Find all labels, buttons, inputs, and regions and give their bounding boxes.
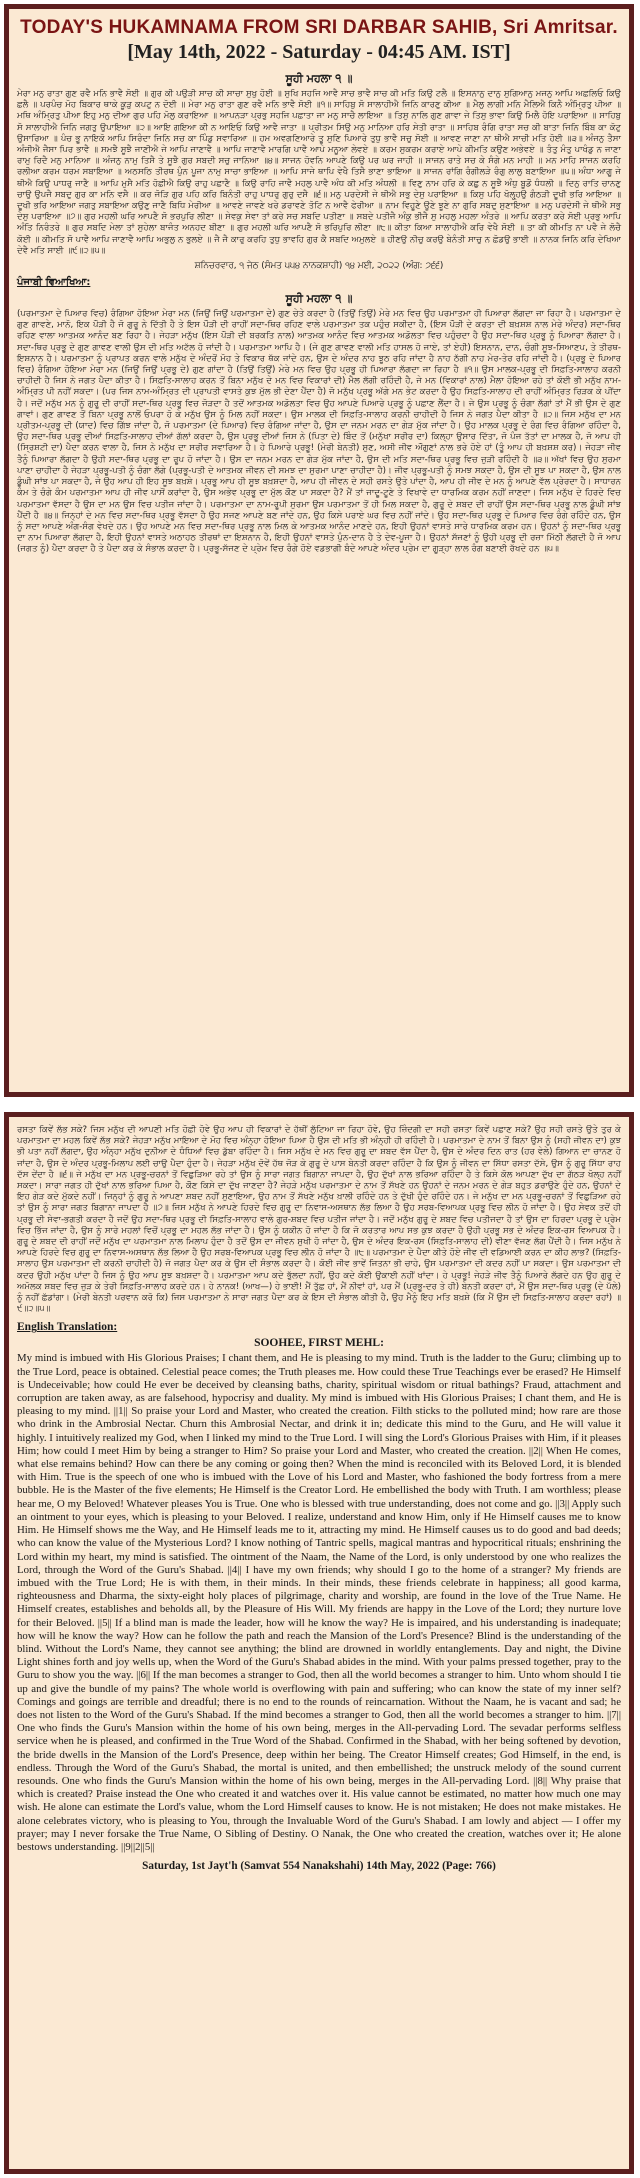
punjabi-date-line: ਸ਼ਨਿਚਰਵਾਰ, ੧ ਜੇਠ (ਸੰਮਤ ੫੫੪ ਨਾਨਕਸ਼ਾਹੀ) ੧੪ ਮਈ, ੨੦੨੨ (ਅੰਗ: ੭੬੬)	[194, 261, 444, 272]
vyakhya-text-part1: (ਪਰਮਾਤਮਾ ਦੇ ਪਿਆਰ ਵਿਚ) ਰੰਗਿਆ ਹੋਇਆ ਮੇਰਾ ਮਨ (ਜਿਉਂ ਜਿਉਂ ਪਰਮਾਤਮਾ ਦੇ) ਗੁਣ ਚੇਤੇ ਕਰਦਾ ਹੈ (ਤਿਉਂ ਤਿਉਂ) ਮੇਰੇ ਮਨ ਵਿਚ ਉਹ ਪਰਮਾਤਮਾ ਹੀ ਪਿਆਰਾ ਲੱਗਦਾ ਜਾ ਰਿਹਾ ਹੈ। ਪਰਮਾਤਮਾ ਦੇ ਗੁਣ ਗਾਵਣੇ, ਮਾਨੋ, ਇਕ ਪੌੜੀ ਹੈ ਜੋ ਗੁਰੂ ਨੇ ਦਿੱਤੀ ਹੈ ਤੇ ਇਸ ਪੌੜੀ ਦੀ ਰਾਹੀਂ ਸਦਾ-ਥਿਰ ਰਹਿਣ ਵਾਲੇ ਪਰਮਾਤਮਾ ਤਕ ਪਹੁੰਚ ਸਕੀਦਾ ਹੈ, (ਇਸ ਪੌੜੀ ਦੇ ਕਰਤਾ ਦੀ ਬਖ਼ਸ਼ਸ਼ ਨਾਲ ਮੇਰੇ ਅੰਦਰ) ਸਦਾ-ਥਿਰ ਰਹਿਣ ਵਾਲਾ ਆਤਮਕ ਆਨੰਦ ਬਣ ਰਿਹਾ ਹੈ। ਜੇਹੜਾ ਮਨੁੱਖ (ਇਸ ਪੌੜੀ ਦੀ ਬਰਕਤਿ ਨਾਲ) ਆਤਮਕ ਆਨੰਦ ਵਿਚ ਆਤਮਕ ਅਡੋਲਤਾ ਵਿਚ ਪਹੁੰਚਦਾ ਹੈ ਉਹ ਸਦਾ-ਥਿਰ ਪ੍ਰਭੂ ਨੂੰ ਪਿਆਰਾ ਲੱਗਦਾ ਹੈ। ਸਦਾ-ਥਿਰ ਪ੍ਰਭੂ ਦੇ ਗੁਣ ਗਾਵਣ ਵਾਲੀ ਉਸ ਦੀ ਮਤਿ ਅਟੱਲ ਹੋ ਜਾਂਦੀ ਹੈ। ਪਰਮਾਤਮਾ ਆਪਿ ਹੈ। (ਜੇ ਗੁਣ ਗਾਵਣ ਵਾਲੀ ਮਤਿ ਹਾਸਲ ਹੋ ਜਾਏ, ਤਾਂ ਏਹੀ) ਇਸਨਾਨ, ਦਾਨ, ਚੰਗੀ ਸੂਝ-ਸਿਆਣਪ, ਤੇ ਤੀਰਥ-ਇਸ਼ਨਾਨ ਹੈ। ਪਰਮਾਤਮਾ ਨੂੰ ਪ੍ਰਾਪਤ ਕਰਨ ਵਾਲੇ ਮਨੁੱਖ ਦੇ ਅੰਦਰੋਂ ਮੋਹ ਤੇ ਵਿਕਾਰ ਥੱਕ ਜਾਂਦੇ ਹਨ, ਉਸ ਦੇ ਅੰਦਰ ਨਾਹ ਝੂਠ ਰਹਿ ਜਾਂਦਾ ਹੈ ਨਾਹ ਠੱਗੀ ਨਾਹ ਮੇਰ-ਤੇਰ ਰਹਿ ਜਾਂਦੀ ਹੈ। (ਪ੍ਰਭੂ ਦੇ ਪਿਆਰ ਵਿਚ) ਰੰਗਿਆ ਹੋਇਆ ਮੇਰਾ ਮਨ (ਜਿਉਂ ਜਿਉਂ ਪ੍ਰਭੂ ਦੇ) ਗੁਣ ਗਾਂਦਾ ਹੈ (ਤਿਉਂ ਤਿਉਂ) ਮੇਰੇ ਮਨ ਵਿਚ ਉਹ ਪ੍ਰਭੂ ਹੀ ਪਿਆਰਾ ਲੱਗਦਾ ਜਾ ਰਿਹਾ ਹੈ ॥੧॥ ਉਸ ਮਾਲਕ-ਪ੍ਰਭੂ ਦੀ ਸਿਫ਼ਤਿ-ਸਾਲਾਹ ਕਰਨੀ ਚਾਹੀਦੀ ਹੈ ਜਿਸ ਨੇ ਜਗਤ ਪੈਦਾ ਕੀਤਾ ਹੈ। ਸਿਫ਼ਤਿ-ਸਾਲਾਹ ਕਰਨ ਤੋਂ ਬਿਨਾ ਮਨੁੱਖ ਦੇ ਮਨ ਵਿਚ ਵਿਕਾਰਾਂ ਦੀ) ਮੈਲ ਲੱਗੀ ਰਹਿੰਦੀ ਹੈ, ਜੇ ਮਨ (ਵਿਕਾਰਾਂ ਨਾਲ) ਮੈਲਾ ਹੋਇਆ ਰਹੇ ਤਾਂ ਕੋਈ ਭੀ ਮਨੁੱਖ ਨਾਮ-ਅੰਮ੍ਰਿਤ ਪੀ ਨਹੀਂ ਸਕਦਾ। (ਪਰ ਜਿਸ ਨਾਮ-ਅੰਮ੍ਰਿਤ ਦੀ ਪ੍ਰਾਪਤੀ ਵਾਸਤੇ ਕੁਝ ਮੁੱਲ ਭੀ ਦੇਣਾ ਪੈਂਦਾ ਹੈ) ਜੋ ਮਨੁੱਖ ਪ੍ਰਭੂ ਅੱਗੇ ਮਨ ਭੇਟ ਕਰਦਾ ਹੈ ਉਹ ਸਿਫ਼ਤਿ-ਸਾਲਾਹ ਦੀ ਰਾਹੀਂ ਅੰਮ੍ਰਿਤ ਰਿੜਕ ਕੇ ਪੀਂਦਾ ਹੈ। ਜਦੋਂ ਮਨੁੱਖ ਮਨ ਨੂੰ ਗੁਰੂ ਦੀ ਰਾਹੀਂ ਸਦਾ-ਥਿਰ ਪ੍ਰਭੂ ਵਿਚ ਜੋੜਦਾ ਹੈ ਤਦੋਂ ਆਤਮਕ ਅਡੋਲਤਾ ਵਿਚ ਉਹ ਆਪਣੇ ਪਿਆਰੇ ਪ੍ਰਭੂ ਨੂੰ ਪਛਾਣ ਲੈਂਦਾ ਹੈ। ਜੇ ਉਸ ਪ੍ਰਭੂ ਨੂੰ ਚੰਗਾ ਲੱਗਾਂ ਤਾਂ ਮੈਂ ਭੀ ਉਸ ਦੇ ਗੁਣ ਗਾਵਾਂ। ਗੁਣ ਗਾਵਣ ਤੋਂ ਬਿਨਾ ਪ੍ਰਭੂ ਨਾਲੋਂ ਓਪਰਾ ਹੋ ਕੇ ਮਨੁੱਖ ਉਸ ਨੂੰ ਮਿਲ ਨਹੀਂ ਸਕਦਾ। ਉਸ ਮਾਲਕ ਦੀ ਸਿਫ਼ਤਿ-ਸਾਲਾਹ ਕਰਨੀ ਚਾਹੀਦੀ ਹੈ ਜਿਸ ਨੇ ਜਗਤ ਪੈਦਾ ਕੀਤਾ ਹੈ ॥੨॥ ਜਿਸ ਮਨੁੱਖ ਦਾ ਮਨ ਪ੍ਰੀਤਮ-ਪ੍ਰਭੂ ਦੀ (ਯਾਦ) ਵਿਚ ਗਿੱਝ ਜਾਂਦਾ ਹੈ, ਜੋ ਪਰਮਾਤਮਾ (ਦੇ ਪਿਆਰ) ਵਿਚ ਰੰਗਿਆ ਜਾਂਦਾ ਹੈ, ਉਸ ਦਾ ਜਨਮ ਮਰਨ ਦਾ ਗੇੜ ਮੁੱਕ ਜਾਂਦਾ ਹੈ। ਉਹ ਮਾਲਕ ਪ੍ਰਭੂ ਦੇ ਰੰਗ ਵਿਚ ਰੰਗਿਆ ਰਹਿੰਦਾ ਹੈ, ਉਹ ਸਦਾ-ਥਿਰ ਪ੍ਰਭੂ ਦੀਆਂ ਸਿਫ਼ਤਿ-ਸਾਲਾਹ ਦੀਆਂ ਗੱਲਾਂ ਕਰਦਾ ਹੈ, ਉਸ ਪ੍ਰਭੂ ਦੀਆਂ ਜਿਸ ਨੇ (ਪਿਤਾ ਦੇ) ਬਿੰਦ ਤੋਂ (ਮਨੁੱਖਾ ਸਰੀਰ ਦਾ) ਕਿਲ੍ਹਾ ਉਸਾਰ ਦਿੱਤਾ, ਜੋ ਪੰਜ ਤੱਤਾਂ ਦਾ ਮਾਲਕ ਹੈ, ਜੋ ਆਪ ਹੀ (ਸ੍ਰਿਸ਼ਟੀ ਦਾ) ਪੈਦਾ ਕਰਨ ਵਾਲਾ ਹੈ, ਜਿਸ ਨੇ ਮਨੁੱਖ ਦਾ ਸਰੀਰ ਸਵਾਰਿਆ ਹੈ। ਹੇ ਪਿਆਰੇ ਪ੍ਰਭੂ! (ਮੇਰੀ ਬੇਨਤੀ) ਸੁਣ, ਅਸੀ ਜੀਵ ਔਗੁਣਾਂ ਨਾਲ ਭਰੇ ਹੋਏ ਹਾਂ (ਤੂੰ ਆਪ ਹੀ ਬਖ਼ਸ਼ਸ਼ ਕਰ)। ਜੇਹੜਾ ਜੀਵ ਤੈਨੂੰ ਪਿਆਰਾ ਲੱਗਦਾ ਹੈ ਉਹੀ ਸਦਾ-ਥਿਰ ਪ੍ਰਭੂ ਦਾ ਰੂਪ ਹੋ ਜਾਂਦਾ ਹੈ। ਉਸ ਦਾ ਜਨਮ ਮਰਨ ਦਾ ਗੇੜ ਮੁੱਕ ਜਾਂਦਾ ਹੈ, ਉਸ ਦੀ ਮਤਿ ਸਦਾ-ਥਿਰ ਪ੍ਰਭੂ ਵਿਚ ਜੁੜੀ ਰਹਿੰਦੀ ਹੈ ॥੩॥ ਅੱਖਾਂ ਵਿਚ ਉਹ ਸੁਰਮਾ ਪਾਣਾ ਚਾਹੀਦਾ ਹੈ ਜੇਹੜਾ ਪ੍ਰਭੂ-ਪਤੀ ਨੂੰ ਚੰਗਾ ਲੱਗੇ (ਪ੍ਰਭੂ-ਪਤੀ ਦੇ ਆਤਮਕ ਜੀਵਨ ਦੀ ਸਮਝ ਦਾ ਸੁਰਮਾ ਪਾਣਾ ਚਾਹੀਦਾ ਹੈ)। ਜੀਵ ਪ੍ਰਭੂ-ਪਤੀ ਨੂੰ ਸਮਝ ਸਕਦਾ ਹੈ, ਉਸ ਦੀ ਸੂਝ ਪਾ ਸਕਦਾ ਹੈ, ਉਸ ਨਾਲ ਡੂੰਘੀ ਸਾਂਝ ਪਾ ਸਕਦਾ ਹੈ, ਜੇ ਉਹ ਆਪ ਹੀ ਇਹ ਸੂਝ ਬਖ਼ਸ਼ੇ। ਪ੍ਰਭੂ ਆਪ ਹੀ ਸੂਝ ਬਖ਼ਸ਼ਦਾ ਹੈ, ਆਪ ਹੀ ਜੀਵਨ ਦੇ ਸਹੀ ਰਸਤੇ ਉਤੇ ਪਾਂਦਾ ਹੈ, ਆਪ ਹੀ ਜੀਵ ਦੇ ਮਨ ਨੂੰ ਆਪਣੇ ਵੱਲ ਪ੍ਰੇਰਦਾ ਹੈ। ਸਾਧਾਰਨ ਕੰਮ ਤੇ ਚੰਗੇ ਕੰਮ ਪਰਮਾਤਮਾ ਆਪ ਹੀ ਜੀਵ ਪਾਸੋਂ ਕਰਾਂਦਾ ਹੈ, ਉਸ ਅਭੇਵ ਪ੍ਰਭੂ ਦਾ ਮੁੱਲ ਕੌਣ ਪਾ ਸਕਦਾ ਹੈ? ਮੈਂ ਤਾਂ ਜਾਦੂ-ਟੂਣੇ ਤੇ ਵਿਖਾਵੇ ਦਾ ਧਾਰਮਿਕ ਕਰਮ ਨਹੀਂ ਜਾਣਦਾ। ਜਿਸ ਮਨੁੱਖ ਦੇ ਹਿਰਦੇ ਵਿਚ ਪਰਮਾਤਮਾ ਵੱਸਦਾ ਹੈ ਉਸ ਦਾ ਮਨ ਉਸ ਵਿਚ ਪਤੀਜ ਜਾਂਦਾ ਹੈ। ਪਰਮਾਤਮਾ ਦਾ ਨਾਮ-ਰੂਪੀ ਸੁਰਮਾ ਉਸ ਪਰਮਾਤਮਾ ਤੋਂ ਹੀ ਮਿਲ ਸਕਦਾ ਹੈ, ਗੁਰੂ ਦੇ ਸ਼ਬਦ ਦੀ ਰਾਹੀਂ ਉਸ ਸਦਾ-ਥਿਰ ਪ੍ਰਭੂ ਨਾਲ ਡੂੰਘੀ ਸਾਂਝ ਪੈਂਦੀ ਹੈ ॥੪॥ ਜਿਨ੍ਹਾਂ ਦੇ ਮਨ ਵਿਚ ਸਦਾ-ਥਿਰ ਪ੍ਰਭੂ ਵੱਸਦਾ ਹੈ ਉਹ ਸਜਣ ਆਪਣੇ ਬਣ ਜਾਂਦੇ ਹਨ, ਉਹ ਕਿਸੇ ਪਰਾਏ ਘਰ ਵਿਚ ਨਹੀਂ ਜਾਂਦੇ। ਉਹ ਸਦਾ-ਥਿਰ ਪ੍ਰਭੂ ਦੇ ਪਿਆਰ ਵਿਚ ਰੰਗੇ ਰਹਿੰਦੇ ਹਨ, ਉਸ ਨੂੰ ਸਦਾ ਆਪਣੇ ਅੰਗ-ਸੰਗ ਵੇਖਦੇ ਹਨ। ਉਹ ਆਪਣੇ ਮਨ ਵਿਚ ਸਦਾ-ਥਿਰ ਪ੍ਰਭੂ ਨਾਲ ਮਿਲ ਕੇ ਆਤਮਕ ਆਨੰਦ ਮਾਣਦੇ ਹਨ, ਇਹੀ ਉਹਨਾਂ ਵਾਸਤੇ ਸਾਰੇ ਧਾਰਮਿਕ ਕਰਮ ਹਨ। ਉਹਨਾਂ ਨੂੰ ਸਦਾ-ਥਿਰ ਪ੍ਰਭੂ ਦਾ ਨਾਮ ਪਿਆਰਾ ਲੱਗਦਾ ਹੈ, ਇਹੀ ਉਹਨਾਂ ਵਾਸਤੇ ਅਠਾਹਠ ਤੀਰਥਾਂ ਦਾ ਇਸ਼ਨਾਨ ਹੈ, ਇਹੀ ਉਹਨਾਂ ਵਾਸਤੇ ਪੁੰਨ-ਦਾਨ ਹੈ ਤੇ ਦੇਵ-ਪੂਜਾ ਹੈ। ਉਹਨਾਂ ਸੱਜਣਾਂ ਨੂੰ ਉਹੀ ਪ੍ਰਭੂ ਦੀ ਰਜ਼ਾ ਮਿੱਠੀ ਲੱਗਦੀ ਹੈ ਜੋ ਆਪ (ਜਗਤ ਨੂੰ) ਪੈਦਾ ਕਰਦਾ ਹੈ ਤੇ ਪੈਦਾ ਕਰ ਕੇ ਸੰਭਾਲ ਕਰਦਾ ਹੈ। ਪ੍ਰਭੂ-ਸੱਜਣ ਦੇ ਪ੍ਰੇਮ ਵਿਚ ਰੰਗੇ ਹੋਏ ਵਡਭਾਗੀ ਬੰਦੇ ਆਪਣੇ ਅੰਦਰ ਪ੍ਰੇਮ ਦਾ ਗੂੜ੍ਹਾ ਲਾਲ ਰੰਗ ਬਣਾਈ ਰੱਖਦੇ ਹਨ ॥੫॥	[17, 309, 621, 555]
shabad-text: ਮੇਰਾ ਮਨੁ ਰਾਤਾ ਗੁਣ ਰਵੈ ਮਨਿ ਭਾਵੈ ਸੋਈ ॥ ਗੁਰ ਕੀ ਪਉੜੀ ਸਾਚ ਕੀ ਸਾਚਾ ਸੁਖੁ ਹੋਈ ॥ ਸੁਖਿ ਸਹਜਿ ਆਵੈ ਸਾਚ ਭਾਵੈ ਸਾਚ ਕੀ ਮਤਿ ਕਿਉ ਟਲੈ ॥ ਇਸਨਾਨੁ ਦਾਨੁ ਸੁਗਿਆਨੁ ਮਜਨੁ ਆਪਿ ਅਛਲਿਓ ਕਿਉ ਛਲੈ ॥ ਪਰਪੰਚ ਮੋਹ ਬਿਕਾਰ ਥਾਕੇ ਕੂੜੁ ਕਪਟੁ ਨ ਦੋਈ ॥ ਮੇਰਾ ਮਨੁ ਰਾਤਾ ਗੁਣ ਰਵੈ ਮਨਿ ਭਾਵੈ ਸੋਈ ॥੧॥ ਸਾਹਿਬੁ ਸੋ ਸਾਲਾਹੀਐ ਜਿਨਿ ਕਾਰਣੁ ਕੀਆ ॥ ਮੈਲੁ ਲਾਗੀ ਮਨਿ ਮੈਲਿਐ ਕਿਨੈ ਅੰਮ੍ਰਿਤੁ ਪੀਆ ॥ ਮਥਿ ਅੰਮ੍ਰਿਤੁ ਪੀਆ ਇਹੁ ਮਨੁ ਦੀਆ ਗੁਰ ਪਹਿ ਮੋਲੁ ਕਰਾਇਆ ॥ ਆਪਨੜਾ ਪ੍ਰਭੁ ਸਹਜਿ ਪਛਾਤਾ ਜਾ ਮਨੁ ਸਾਚੈ ਲਾਇਆ ॥ ਤਿਸੁ ਨਾਲਿ ਗੁਣ ਗਾਵਾ ਜੇ ਤਿਸੁ ਭਾਵਾ ਕਿਉ ਮਿਲੈ ਹੋਇ ਪਰਾਇਆ ॥ ਸਾਹਿਬੁ ਸੋ ਸਾਲਾਹੀਐ ਜਿਨਿ ਜਗਤੁ ਉਪਾਇਆ ॥੨॥ ਆਇ ਗਇਆ ਕੀ ਨ ਆਇਓ ਕਿਉ ਆਵੈ ਜਾਤਾ ॥ ਪ੍ਰੀਤਮ ਸਿਉ ਮਨੁ ਮਾਨਿਆ ਹਰਿ ਸੇਤੀ ਰਾਤਾ ॥ ਸਾਹਿਬ ਰੰਗਿ ਰਾਤਾ ਸਚ ਕੀ ਬਾਤਾ ਜਿਨਿ ਬਿੰਬ ਕਾ ਕੋਟੁ ਉਸਾਰਿਆ ॥ ਪੰਚ ਭੂ ਨਾਇਕੋ ਆਪਿ ਸਿਰੰਦਾ ਜਿਨਿ ਸਚ ਕਾ ਪਿੰਡੁ ਸਵਾਰਿਆ ॥ ਹਮ ਅਵਗਣਿਆਰੇ ਤੂ ਸੁਣਿ ਪਿਆਰੇ ਤੁਧੁ ਭਾਵੈ ਸਚੁ ਸੋਈ ॥ ਆਵਣ ਜਾਣਾ ਨਾ ਥੀਐ ਸਾਚੀ ਮਤਿ ਹੋਈ ॥੩॥ ਅੰਜਨੁ ਤੈਸਾ ਅੰਜੀਐ ਜੈਸਾ ਪਿਰ ਭਾਵੈ ॥ ਸਮਝੈ ਸੂਝੈ ਜਾਣੀਐ ਜੇ ਆਪਿ ਜਾਣਾਵੈ ॥ ਆਪਿ ਜਾਣਾਵੈ ਮਾਰਗਿ ਪਾਵੈ ਆਪੇ ਮਨੂਆ ਲੇਵਏ ॥ ਕਰਮ ਸੁਕਰਮ ਕਰਾਏ ਆਪੇ ਕੀਮਤਿ ਕਉਣ ਅਭੇਵਏ ॥ ਤੰਤੁ ਮੰਤੁ ਪਾਖੰਡੁ ਨ ਜਾਣਾ ਰਾਮੁ ਰਿਦੈ ਮਨੁ ਮਾਨਿਆ ॥ ਅੰਜਨੁ ਨਾਮੁ ਤਿਸੈ ਤੇ ਸੂਝੈ ਗੁਰ ਸਬਦੀ ਸਚੁ ਜਾਨਿਆ ॥੪॥ ਸਾਜਨ ਹੋਵਨਿ ਆਪਣੇ ਕਿਉ ਪਰ ਘਰ ਜਾਹੀ ॥ ਸਾਜਨ ਰਾਤੇ ਸਚ ਕੇ ਸੰਗੇ ਮਨ ਮਾਹੀ ॥ ਮਨ ਮਾਹਿ ਸਾਜਨ ਕਰਹਿ ਰਲੀਆ ਕਰਮ ਧਰਮ ਸਬਾਇਆ ॥ ਅਠਸਠਿ ਤੀਰਥ ਪੁੰਨ ਪੂਜਾ ਨਾਮੁ ਸਾਚਾ ਭਾਇਆ ॥ ਆਪਿ ਸਾਜੇ ਥਾਪਿ ਵੇਖੈ ਤਿਸੈ ਭਾਣਾ ਭਾਇਆ ॥ ਸਾਜਨ ਰਾਂਗਿ ਰੰਗੀਲੜੇ ਰੰਗੁ ਲਾਲੁ ਬਣਾਇਆ ॥੫॥ ਅੰਧਾ ਆਗੂ ਜੇ ਥੀਐ ਕਿਉ ਪਾਧਰੁ ਜਾਣੈ ॥ ਆਪਿ ਮੁਸੈ ਮਤਿ ਹੋਛੀਐ ਕਿਉ ਰਾਹੁ ਪਛਾਣੈ ॥ ਕਿਉ ਰਾਹਿ ਜਾਵੈ ਮਹਲੁ ਪਾਵੈ ਅੰਧ ਕੀ ਮਤਿ ਅੰਧਲੀ ॥ ਵਿਣੁ ਨਾਮ ਹਰਿ ਕੇ ਕਛੁ ਨ ਸੂਝੈ ਅੰਧੁ ਬੂਡੌ ਧੰਧਲੀ ॥ ਦਿਨੁ ਰਾਤਿ ਚਾਨਣੁ ਚਾਉ ਉਪਜੈ ਸਬਦੁ ਗੁਰ ਕਾ ਮਨਿ ਵਸੈ ॥ ਕਰ ਜੋੜਿ ਗੁਰ ਪਹਿ ਕਰਿ ਬਿਨੰਤੀ ਰਾਹੁ ਪਾਧਰੁ ਗੁਰੁ ਦਸੈ ॥੬॥ ਮਨੁ ਪਰਦੇਸੀ ਜੇ ਥੀਐ ਸਭੁ ਦੇਸੁ ਪਰਾਇਆ ॥ ਕਿਸੁ ਪਹਿ ਖੋਲ੍ਹ੍ਹਉ ਗੰਠੜੀ ਦੂਖੀ ਭਰਿ ਆਇਆ ॥ ਦੂਖੀ ਭਰਿ ਆਇਆ ਜਗਤੁ ਸਬਾਇਆ ਕਉਣੁ ਜਾਣੈ ਬਿਧਿ ਮੇਰੀਆ ॥ ਆਵਣੇ ਜਾਵਣੇ ਖਰੇ ਡਰਾਵਣੇ ਤੋਟਿ ਨ ਆਵੈ ਫੇਰੀਆ ॥ ਨਾਮ ਵਿਹੂਣੇ ਊਣੇ ਝੂਣੇ ਨਾ ਗੁਰਿ ਸਬਦੁ ਸੁਣਾਇਆ ॥ ਮਨੁ ਪਰਦੇਸੀ ਜੇ ਥੀਐ ਸਭੁ ਦੇਸੁ ਪਰਾਇਆ ॥੭॥ ਗੁਰ ਮਹਲੀ ਘਰਿ ਆਪਣੈ ਸੋ ਭਰਪੁਰਿ ਲੀਣਾ ॥ ਸੇਵਕੁ ਸੇਵਾ ਤਾਂ ਕਰੇ ਸਚ ਸਬਦਿ ਪਤੀਣਾ ॥ ਸਬਦੇ ਪਤੀਜੈ ਅੰਕੁ ਭੀਜੈ ਸੁ ਮਹਲੁ ਮਹਲਾ ਅੰਤਰੇ ॥ ਆਪਿ ਕਰਤਾ ਕਰੇ ਸੋਈ ਪ੍ਰਭੁ ਆਪਿ ਅੰਤਿ ਨਿਰੰਤਰੇ ॥ ਗੁਰ ਸਬਦਿ ਮੇਲਾ ਤਾਂ ਸੁਹੇਲਾ ਬਾਜੰਤ ਅਨਹਦ ਬੀਣਾ ॥ ਗੁਰ ਮਹਲੀ ਘਰਿ ਆਪਣੈ ਸੋ ਭਰਿਪੁਰਿ ਲੀਣਾ ॥੮॥ ਕੀਤਾ ਕਿਆ ਸਾਲਾਹੀਐ ਕਰਿ ਵੇਖੈ ਸੋਈ ॥ ਤਾ ਕੀ ਕੀਮਤਿ ਨਾ ਪਵੈ ਜੇ ਲੋਚੈ ਕੋਈ ॥ ਕੀਮਤਿ ਸੋ ਪਾਵੈ ਆਪਿ ਜਾਣਾਵੈ ਆਪਿ ਅਭੁਲੁ ਨ ਭੁਲਏ ॥ ਜੈ ਜੈ ਕਾਰੁ ਕਰਹਿ ਤੁਧੁ ਭਾਵਹਿ ਗੁਰ ਕੈ ਸਬਦਿ ਅਮੁਲਏ ॥ ਹੀਣਉ ਨੀਚੁ ਕਰਉ ਬੇਨੰਤੀ ਸਾਚੁ ਨ ਛੋਡਉ ਭਾਈ ॥ ਨਾਨਕ ਜਿਨਿ ਕਰਿ ਦੇਖਿਆ ਦੇਵੈ ਮਤਿ ਸਾਈ ॥੯॥੨॥੫॥	[17, 89, 621, 256]
vyakhya-text-part2: ਰਸਤਾ ਕਿਵੇਂ ਲੱਭ ਸਕੇ? ਜਿਸ ਮਨੁੱਖ ਦੀ ਆਪਣੀ ਮਤਿ ਹੋਛੀ ਹੋਵੇ ਉਹ ਆਪ ਹੀ ਵਿਕਾਰਾਂ ਦੇ ਹੱਥੀਂ ਲੁੱਟਿਆ ਜਾ ਰਿਹਾ ਹੋਵੇ, ਉਹ ਜ਼ਿੰਦਗੀ ਦਾ ਸਹੀ ਰਸਤਾ ਕਿਵੇਂ ਪਛਾਣ ਸਕੇ? ਉਹ ਸਹੀ ਰਸਤੇ ਉਤੇ ਤੁਰ ਕੇ ਪਰਮਾਤਮਾ ਦਾ ਮਹਲ ਕਿਵੇਂ ਲੱਭ ਸਕੇ? ਜੇਹੜਾ ਮਨੁੱਖ ਮਾਇਆ ਦੇ ਮੋਹ ਵਿਚ ਅੰਨ੍ਹਾ ਹੋਇਆ ਪਿਆ ਹੈ ਉਸ ਦੀ ਮਤਿ ਭੀ ਅੰਨ੍ਹੀ ਹੀ ਰਹਿੰਦੀ ਹੈ। ਪਰਮਾਤਮਾ ਦੇ ਨਾਮ ਤੋਂ ਬਿਨਾ ਉਸ ਨੂੰ (ਸਹੀ ਜੀਵਨ ਦਾ) ਕੁਝ ਭੀ ਪਤਾ ਨਹੀਂ ਲੱਗਦਾ, ਉਹ ਅੰਨ੍ਹਾ ਮਨੁੱਖ ਦੁਨੀਆ ਦੇ ਧੰਧਿਆਂ ਵਿਚ ਡੁੱਬਾ ਰਹਿੰਦਾ ਹੈ। ਜਿਸ ਮਨੁੱਖ ਦੇ ਮਨ ਵਿਚ ਗੁਰੂ ਦਾ ਸ਼ਬਦ ਵੱਸ ਪੈਂਦਾ ਹੈ, ਉਸ ਦੇ ਅੰਦਰ ਦਿਨ ਰਾਤ (ਹਰ ਵੇਲੇ) ਗਿਆਨ ਦਾ ਚਾਨਣ ਹੋ ਜਾਂਦਾ ਹੈ, ਉਸ ਦੇ ਅੰਦਰ ਪ੍ਰਭੂ-ਮਿਲਾਪ ਲਈ ਚਾਉ ਪੈਦਾ ਹੁੰਦਾ ਹੈ। ਜੇਹੜਾ ਮਨੁੱਖ ਦੋਵੇਂ ਹੱਥ ਜੋੜ ਕੇ ਗੁਰੂ ਦੇ ਪਾਸ ਬੇਨਤੀ ਕਰਦਾ ਰਹਿੰਦਾ ਹੈ ਕਿ ਉਸ ਨੂੰ ਜੀਵਨ ਦਾ ਸਿੱਧਾ ਰਸਤਾ ਦੱਸੇ, ਉਸ ਨੂੰ ਗੁਰੂ ਸਿੱਧਾ ਰਾਹ ਦੱਸ ਦੇਂਦਾ ਹੈ ॥੬॥ ਜੇ ਮਨੁੱਖ ਦਾ ਮਨ ਪ੍ਰਭੂ-ਚਰਨਾਂ ਤੋਂ ਵਿਛੁੜਿਆ ਰਹੇ ਤਾਂ ਉਸ ਨੂੰ ਸਾਰਾ ਜਗਤ ਬਿਗਾਨਾ ਜਾਪਦਾ ਹੈ, ਉਹ ਦੁੱਖਾਂ ਨਾਲ ਭਰਿਆ ਰਹਿੰਦਾ ਹੈ ਤੇ ਕਿਸੇ ਕੋਲ ਆਪਣਾ ਦੁੱਖ ਦਾ ਗੱਠੜ ਖੋਲ੍ਹ ਨਹੀਂ ਸਕਦਾ। ਸਾਰਾ ਜਗਤ ਹੀ ਦੁੱਖਾਂ ਨਾਲ ਭਰਿਆ ਪਿਆ ਹੈ, ਕੌਣ ਕਿਸੇ ਦਾ ਦੁੱਖ ਜਾਣਦਾ ਹੈ? ਜੇਹੜੇ ਮਨੁੱਖ ਪਰਮਾਤਮਾ ਦੇ ਨਾਮ ਤੋਂ ਸੱਖਣੇ ਹਨ ਉਹਨਾਂ ਦੇ ਜਨਮ ਮਰਨ ਦੇ ਗੇੜ ਬਹੁਤ ਡਰਾਉਣੇ ਹੁੰਦੇ ਹਨ, ਉਹਨਾਂ ਦੇ ਇਹ ਗੇੜ ਕਦੇ ਮੁੱਕਦੇ ਨਹੀਂ। ਜਿਨ੍ਹਾਂ ਨੂੰ ਗੁਰੂ ਨੇ ਆਪਣਾ ਸ਼ਬਦ ਨਹੀਂ ਸੁਣਾਇਆ, ਉਹ ਨਾਮ ਤੋਂ ਸੱਖਣੇ ਮਨੁੱਖ ਖ਼ਾਲੀ ਰਹਿੰਦੇ ਹਨ ਤੇ ਦੁੱਖੀ ਹੁੰਦੇ ਰਹਿੰਦੇ ਹਨ। ਜੇ ਮਨੁੱਖ ਦਾ ਮਨ ਪ੍ਰਭੂ-ਚਰਨਾਂ ਤੋਂ ਵਿਛੁੜਿਆ ਰਹੇ ਤਾਂ ਉਸ ਨੂੰ ਸਾਰਾ ਜਗਤ ਬਿਗਾਨਾ ਜਾਪਦਾ ਹੈ ॥੭॥ ਜਿਸ ਮਨੁੱਖ ਨੇ ਆਪਣੇ ਹਿਰਦੇ ਵਿਚ ਗੁਰੂ ਦਾ ਨਿਵਾਸ-ਅਸਥਾਨ ਲੱਭ ਲਿਆ ਹੈ ਉਹ ਸਰਬ-ਵਿਆਪਕ ਪ੍ਰਭੂ ਵਿਚ ਲੀਨ ਹੋ ਜਾਂਦਾ ਹੈ। ਉਹ ਸੇਵਕ ਤਦੋਂ ਹੀ ਪ੍ਰਭੂ ਦੀ ਸੇਵਾ-ਭਗਤੀ ਕਰਦਾ ਹੈ ਜਦੋਂ ਉਹ ਸਦਾ-ਥਿਰ ਪ੍ਰਭੂ ਦੀ ਸਿਫ਼ਤਿ-ਸਾਲਾਹ ਵਾਲੇ ਗੁਰ-ਸ਼ਬਦ ਵਿਚ ਪਤੀਜ ਜਾਂਦਾ ਹੈ। ਜਦੋਂ ਮਨੁੱਖ ਗੁਰੂ ਦੇ ਸ਼ਬਦ ਵਿਚ ਪਤੀਜਦਾ ਹੈ ਤਾਂ ਉਸ ਦਾ ਹਿਰਦਾ ਪ੍ਰਭੂ ਦੇ ਪ੍ਰੇਮ ਵਿਚ ਭਿੱਜ ਜਾਂਦਾ ਹੈ, ਉਸ ਨੂੰ ਸਾਰੇ ਮਹਲਾਂ ਵਿਚੋਂ ਪ੍ਰਭੂ ਦਾ ਮਹਲ ਲੱਭ ਜਾਂਦਾ ਹੈ। ਉਸ ਨੂੰ ਯਕੀਨ ਹੋ ਜਾਂਦਾ ਹੈ ਕਿ ਜੋ ਕਰਤਾਰ ਆਪ ਸਭ ਕੁਝ ਕਰਦਾ ਹੈ ਉਹੀ ਪ੍ਰਭੂ ਸਭ ਦੇ ਅੰਦਰ ਇਕ-ਰਸ ਵਿਆਪਕ ਹੈ। ਗੁਰੂ ਦੇ ਸ਼ਬਦ ਦੀ ਰਾਹੀਂ ਜਦੋਂ ਮਨੁੱਖ ਦਾ ਪਰਮਾਤਮਾ ਨਾਲ ਮਿਲਾਪ ਹੁੰਦਾ ਹੈ ਤਦੋਂ ਉਸ ਦਾ ਜੀਵਨ ਸੁਖੀ ਹੋ ਜਾਂਦਾ ਹੈ, ਉਸ ਦੇ ਅੰਦਰ ਇਕ-ਰਸ (ਸਿਫ਼ਤਿ-ਸਾਲਾਹ ਦੀ) ਵੀਣਾ ਵੱਜਣ ਲੱਗ ਪੈਂਦੀ ਹੈ। ਜਿਸ ਮਨੁੱਖ ਨੇ ਆਪਣੇ ਹਿਰਦੇ ਵਿਚ ਗੁਰੂ ਦਾ ਨਿਵਾਸ-ਅਸਥਾਨ ਲੱਭ ਲਿਆ ਹੈ ਉਹ ਸਰਬ-ਵਿਆਪਕ ਪ੍ਰਭੂ ਵਿਚ ਲੀਨ ਹੋ ਜਾਂਦਾ ਹੈ ॥੮॥ ਪਰਮਾਤਮਾ ਦੇ ਪੈਦਾ ਕੀਤੇ ਹੋਏ ਜੀਵ ਦੀ ਵਡਿਆਈ ਕਰਨ ਦਾ ਕੀਹ ਲਾਭ? (ਸਿਫ਼ਤਿ-ਸਾਲਾਹ ਉਸ ਪਰਮਾਤਮਾ ਦੀ ਕਰਨੀ ਚਾਹੀਦੀ ਹੈ) ਜੋ ਜਗਤ ਪੈਦਾ ਕਰ ਕੇ ਉਸ ਦੀ ਸੰਭਾਲ ਕਰਦਾ ਹੈ। ਕੋਈ ਜੀਵ ਭਾਵੇਂ ਜਿਤਨਾ ਭੀ ਚਾਹੇ, ਉਸ ਪਰਮਾਤਮਾ ਦੀ ਕਦਰ ਨਹੀਂ ਪਾ ਸਕਦਾ। ਉਸ ਪਰਮਾਤਮਾ ਦੀ ਕਦਰ ਉਹੀ ਮਨੁੱਖ ਪਾਂਦਾ ਹੈ ਜਿਸ ਨੂੰ ਉਹ ਆਪ ਸੂਝ ਬਖ਼ਸ਼ਦਾ ਹੈ। ਪਰਮਾਤਮਾ ਆਪ ਕਦੇ ਭੁੱਲਦਾ ਨਹੀਂ, ਉਹ ਕਦੇ ਕੋਈ ਉਕਾਈ ਨਹੀਂ ਖਾਂਦਾ। ਹੇ ਪ੍ਰਭੂ! ਜੇਹੜੇ ਜੀਵ ਤੈਨੂੰ ਪਿਆਰੇ ਲੱਗਦੇ ਹਨ ਉਹ ਗੁਰੂ ਦੇ ਅਮੋਲਕ ਸ਼ਬਦ ਵਿਚ ਜੁੜ ਕੇ ਤੇਰੀ ਸਿਫ਼ਤਿ-ਸਾਲਾਹ ਕਰਦੇ ਹਨ। ਹੇ ਨਾਨਕ! (ਆਖ—) ਹੇ ਭਾਈ! ਮੈਂ ਤੁੱਛ ਹਾਂ, ਮੈਂ ਨੀਵਾਂ ਹਾਂ, ਪਰ ਮੈਂ (ਪ੍ਰਭੂ-ਦਰ ਤੇ ਹੀ) ਬੇਨਤੀ ਕਰਦਾ ਹਾਂ, ਮੈਂ ਉਸ ਸਦਾ-ਥਿਰ ਪ੍ਰਭੂ (ਦੇ ਪੱਲੇ) ਨੂੰ ਨਹੀਂ ਛੱਡਾਂਗਾ। (ਮੇਰੀ ਬੇਨਤੀ ਪਰਵਾਨ ਕਰੋ ਕਿ) ਜਿਸ ਪਰਮਾਤਮਾ ਨੇ ਸਾਰਾ ਜਗਤ ਪੈਦਾ ਕਰ ਕੇ ਇਸ ਦੀ ਸੰਭਾਲ ਕੀਤੀ ਹੈ, ਉਹ ਮੈਨੂੰ ਇਹ ਮਤਿ ਬਖ਼ਸ਼ੇ (ਕਿ ਮੈਂ ਉਸ ਦੀ ਸਿਫ਼ਤਿ-ਸਾਲਾਹ ਕਰਦਾ ਰਹਾਂ) ॥੯॥੨॥੫॥	[17, 1125, 621, 1315]
vyakhya-heading: ਸੂਹੀ ਮਹਲਾ ੧ ॥	[285, 292, 353, 306]
page-title: TODAY'S HUKAMNAMA FROM SRI DARBAR SAHIB, Sri Amritsar.	[20, 17, 618, 38]
punjabi-vyakhya-label: ਪੰਜਾਬੀ ਵਿਆਖਿਆ:	[17, 277, 91, 289]
hukamnama-panel-bottom	[4, 1112, 634, 2174]
date-line: [May 14th, 2022 - Saturday - 04:45 AM. IST]	[127, 41, 511, 63]
hukamnama-panel-top	[4, 4, 634, 1097]
english-translation-text: My mind is imbued with His Glorious Praises; I chant them, and He is pleasing to my mind. Truth is the ladder to the Guru; climbing up to the True Lord, peace is obtained. Celestial peace comes; the Truth pleases me. How could these True Teachings ever be erased? He Himself is Undeceivable; how could He ever be deceived by cleansing baths, charity, spiritual wisdom or ritual bathings? Fraud, attachment and corruption are taken away, as are falsehood, hypocrisy and duality. My mind is imbued with His Glorious Praises; I chant them, and He is pleasing to my mind. ||1|| So praise your Lord and Master, who created the creation. Filth sticks to the polluted mind; how rare are those who drink in the Ambrosial Nectar. Churn this Ambrosial Nectar, and drink it in; dedicate this mind to the Guru, and He will value it highly. I intuitively realized my God, when I linked my mind to the True Lord. I will sing the Lord's Glorious Praises with Him, if it pleases Him; how could I meet Him by being a stranger to Him? So praise your Lord and Master, who created the creation. ||2|| When He comes, what else remains behind? How can there be any coming or going then? When the mind is reconciled with its Beloved Lord, it is blended with Him. True is the speech of one who is imbued with the Love of his Lord and Master, who fashioned the body fortress from a mere bubble. He is the Master of the five elements; He Himself is the Creator Lord. He embellished the body with Truth. I am worthless; please hear me, O my Beloved! Whatever pleases You is True. One who is blessed with true understanding, does not come and go. ||3|| Apply such an ointment to your eyes, which is pleasing to your Beloved. I realize, understand and know Him, only if He Himself causes me to know Him. He Himself shows me the Way, and He Himself leads me to it, attracting my mind. He Himself causes us to do good and bad deeds; who can know the value of the Mysterious Lord? I know nothing of Tantric spells, magical mantras and hypocritical rituals; enshrining the Lord within my heart, my mind is satisfied. The ointment of the Naam, the Name of the Lord, is only understood by one who realizes the Lord, through the Word of the Guru's Shabad. ||4|| I have my own friends; why should I go to the home of a stranger? My friends are imbued with the True Lord; He is with them, in their minds. In their minds, these friends celebrate in happiness; all good karma, righteousness and Dharma, the sixty-eight holy places of pilgrimage, charity and worship, are found in the love of the True Name. He Himself creates, establishes and beholds all, by the Pleasure of His Will. My friends are happy in the Love of the Lord; they nurture love for their Beloved. ||5|| If a blind man is made the leader, how will he know the way? He is impaired, and his understanding is inadequate; how will he know the way? How can he follow the path and reach the Mansion of the Lord's Presence? Blind is the understanding of the blind. Without the Lord's Name, they cannot see anything; the blind are drowned in worldly entanglements. Day and night, the Divine Light shines forth and joy wells up, when the Word of the Guru's Shabad abides in the mind. With your palms pressed together, pray to the Guru to show you the way. ||6|| If the man becomes a stranger to God, then all the world becomes a stranger to him. Unto whom should I tie up and give the bundle of my pains? The whole world is overflowing with pain and suffering; who can know the state of my inner self? Comings and goings are terrible and dreadful; there is no end to the rounds of reincarnation. Without the Naam, he is vacant and sad; he does not listen to the Word of the Guru's Shabad. If the mind becomes a stranger to God, then all the world becomes a stranger to him. ||7|| One who finds the Guru's Mansion within the home of his own being, merges in the All-pervading Lord. The sevadar performs selfless service when he is pleased, and confirmed in the True Word of the Shabad. Confirmed in the Shabad, with her being softened by devotion, the bride dwells in the Mansion of the Lord's Presence, deep within her being. The Creator Himself creates; God Himself, in the end, is endless. Through the Word of the Guru's Shabad, the mortal is united, and then embellished; the unstruck melody of the sound current resounds. One who finds the Guru's Mansion within the home of his own being, merges in the All-pervading Lord. ||8|| Why praise that which is created? Praise instead the One who created it and watches over it. His value cannot be estimated, no matter how much one may wish. He alone can estimate the Lord's value, whom the Lord Himself causes to know. He is not mistaken; He does not make mistakes. He alone celebrates victory, who is pleasing to You, through the Invaluable Word of the Guru's Shabad. I am lowly and abject — I offer my prayer; may I never forsake the True Name, O Sibling of Destiny. O Nanak, the One who created the creation, watches over it; He alone bestows understanding. ||9||2||5||	[17, 1352, 621, 1853]
shabad-heading: ਸੂਹੀ ਮਹਲਾ ੧ ॥	[285, 72, 353, 85]
english-date-footer: Saturday, 1st Jayt'h (Samvat 554 Nanakshahi) 14th May, 2022 (Page: 766)	[142, 1860, 496, 1873]
english-shabad-title: SOOHEE, FIRST MEHL:	[254, 1337, 384, 1350]
english-translation-label: English Translation:	[17, 1321, 118, 1334]
